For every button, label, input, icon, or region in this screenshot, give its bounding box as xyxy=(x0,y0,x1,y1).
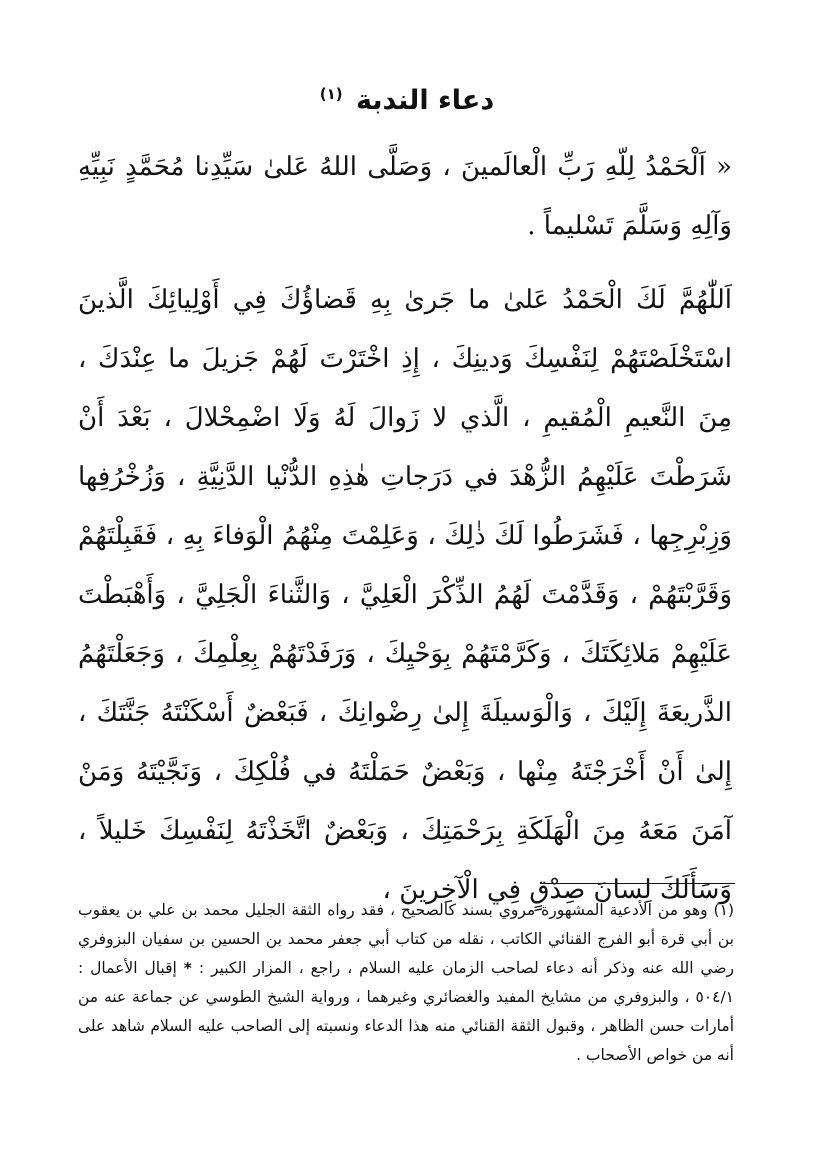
paragraph-main: اَللّٰهُمَّ لَكَ الْحَمْدُ عَلىٰ ما جَرىٰ بِهِ قَضاؤُكَ فِي أَوْلِيائِكَ الَّذينَ اسْتَخْلَصْتَهُمْ لِنَفْسِكَ وَدينِكَ ، إِذِ اخْتَرْتَ لَهُمْ جَزيلَ ما عِنْدَكَ ، مِنَ النَّعيمِ الْمُقيمِ ، الَّذي لا زَوالَ لَهُ وَلَا اضْمِحْلالَ ، بَعْدَ أَنْ شَرَطْتَ عَلَيْهِمُ الزُّهْدَ في دَرَجاتِ هٰذِهِ الدُّنْيا الدَّنِيَّةِ ، وَزُخْرُفِها وَزِبْرِجِها ، فَشَرَطُوا لَكَ ذٰلِكَ ، وَعَلِمْتَ مِنْهُمُ الْوَفاءَ بِهِ ، فَقَبِلْتَهُمْ وَقَرَّبْتَهُمْ ، وَقَدَّمْتَ لَهُمُ الذِّكْرَ الْعَلِيَّ ، وَالثَّناءَ الْجَلِيَّ ، وَأَهْبَطْتَ عَلَيْهِمْ مَلائِكَتَكَ ، وَكَرَّمْتَهُمْ بِوَحْيِكَ ، وَرَفَدْتَهُمْ بِعِلْمِكَ ، وَجَعَلْتَهُمُ الذَّريعَةَ إِلَيْكَ ، وَالْوَسيلَةَ إِلىٰ رِضْوانِكَ ، فَبَعْضٌ أَسْكَنْتَهُ جَنَّتَكَ ، إِلىٰ أَنْ أَخْرَجْتَهُ مِنْها ، وَبَعْضٌ حَمَلْتَهُ في فُلْكِكَ ، وَنَجَّيْتَهُ وَمَنْ آمَنَ مَعَهُ مِنَ الْهَلَكَةِ بِرَحْمَتِكَ ، وَبَعْضٌ اتَّخَذْتَهُ لِنَفْسِكَ خَليلاً ، وَسَأَلَكَ لِسانَ صِدْقٍ فِي الْآخِرينَ ، xyxy=(78,285,732,905)
footnote-divider xyxy=(540,883,735,884)
footnote xyxy=(78,896,734,1070)
title-text: دعاء الندبة xyxy=(356,85,495,116)
footnote-text-part2: إقبال الأعمال : ٥٠٤/١ ، والبزوفري من مشايخ المفيد والغضائري وغيرهما ، ورواية الشيخ الطوسي عن جماعة عنه من أمارات حسن الظاهر ، وقبول الثقة القنائي منه هذا الدعاء ونسبته إلى الصاحب عليه السلام شاهد على أنه من خواص الأصحاب . xyxy=(78,959,734,1064)
footnote-text-part1: (١) وهو من الأدعية المشهورة مروي بسند كالصحيح ، فقد رواه الثقة الجليل محمد بن علي بن يعقوب بن أبي قرة أبو الفرج القنائي الكاتب ، نقله من كتاب أبي جعفر محمد بن الحسين بن سفيان البزوفري رضي الله عنه وذكر أنه دعاء لصاحب الزمان عليه السلام ، راجع ، المزار الكبير : xyxy=(78,901,735,977)
page-title xyxy=(0,74,814,121)
paragraph-opening: « اَلْحَمْدُ لِلّهِ رَبِّ الْعالَمينَ ، وَصَلَّى اللهُ عَلىٰ سَيِّدِنا مُحَمَّدٍ نَبِيِّهِ وَآلِهِ وَسَلَّمَ تَسْليماً . xyxy=(78,152,732,241)
body-text xyxy=(78,138,732,920)
footnote-star-marker: * xyxy=(183,959,192,977)
footnote-paragraph xyxy=(78,896,734,1070)
footnote-reference: (١) xyxy=(319,85,343,103)
